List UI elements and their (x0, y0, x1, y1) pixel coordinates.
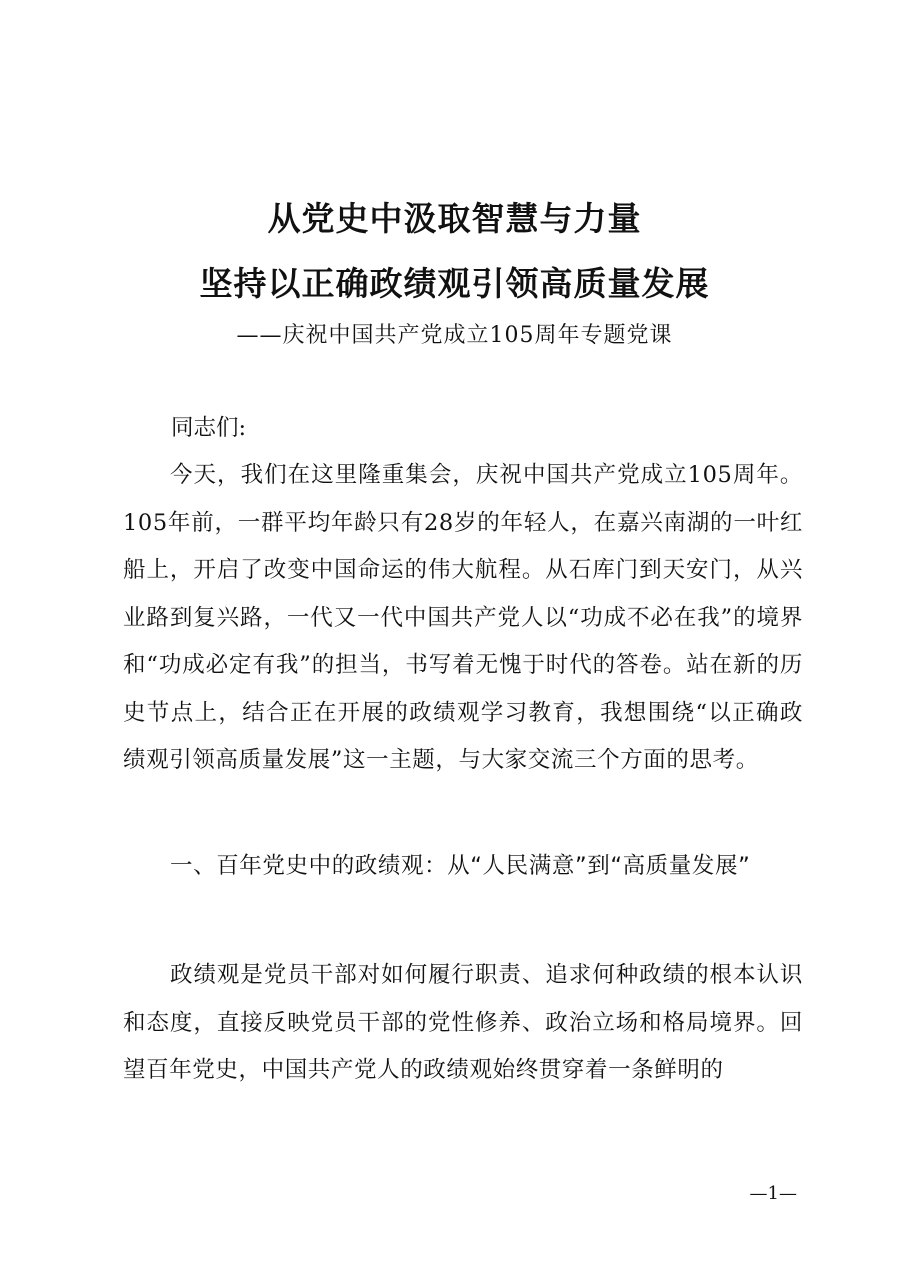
document-title-line-2: 坚持以正确政绩观引领高质量发展 (199, 264, 710, 303)
document-subtitle: ——庆祝中国共产党成立105周年专题党课 (236, 323, 673, 348)
salutation: 同志们: (171, 415, 247, 441)
page-number: —1— (749, 1183, 797, 1204)
paragraph-section-1: 政绩观是党员干部对如何履行职责、追求何种政绩的根本认识和态度，直接反映党员干部的党性修养、政治立场和格局境界。回望百年党史，中国共产党人的政绩观始终贯穿着一条鲜明的 (123, 962, 803, 1083)
paragraph-intro: 今天，我们在这里隆重集会，庆祝中国共产党成立105周年。105年前，一群平均年龄只有28岁的年轻人，在嘉兴南湖的一叶红船上，开启了改变中国命运的伟大航程。从石库门到天安门，从兴业路到复兴路，一代又一代中国共产党人以“功成不必在我”的境界和“功成必定有我”的担当，书写着无愧于时代的答卷。站在新的历史节点上，结合正在开展的政绩观学习教育，我想围绕“以正确政绩观引领高质量发展”这一主题，与大家交流三个方面的思考。 (123, 462, 803, 773)
section-heading-1: 一、百年党史中的政绩观：从“人民满意”到“高质量发展” (170, 853, 751, 879)
document-title-line-1: 从党史中汲取智慧与力量 (267, 199, 642, 238)
